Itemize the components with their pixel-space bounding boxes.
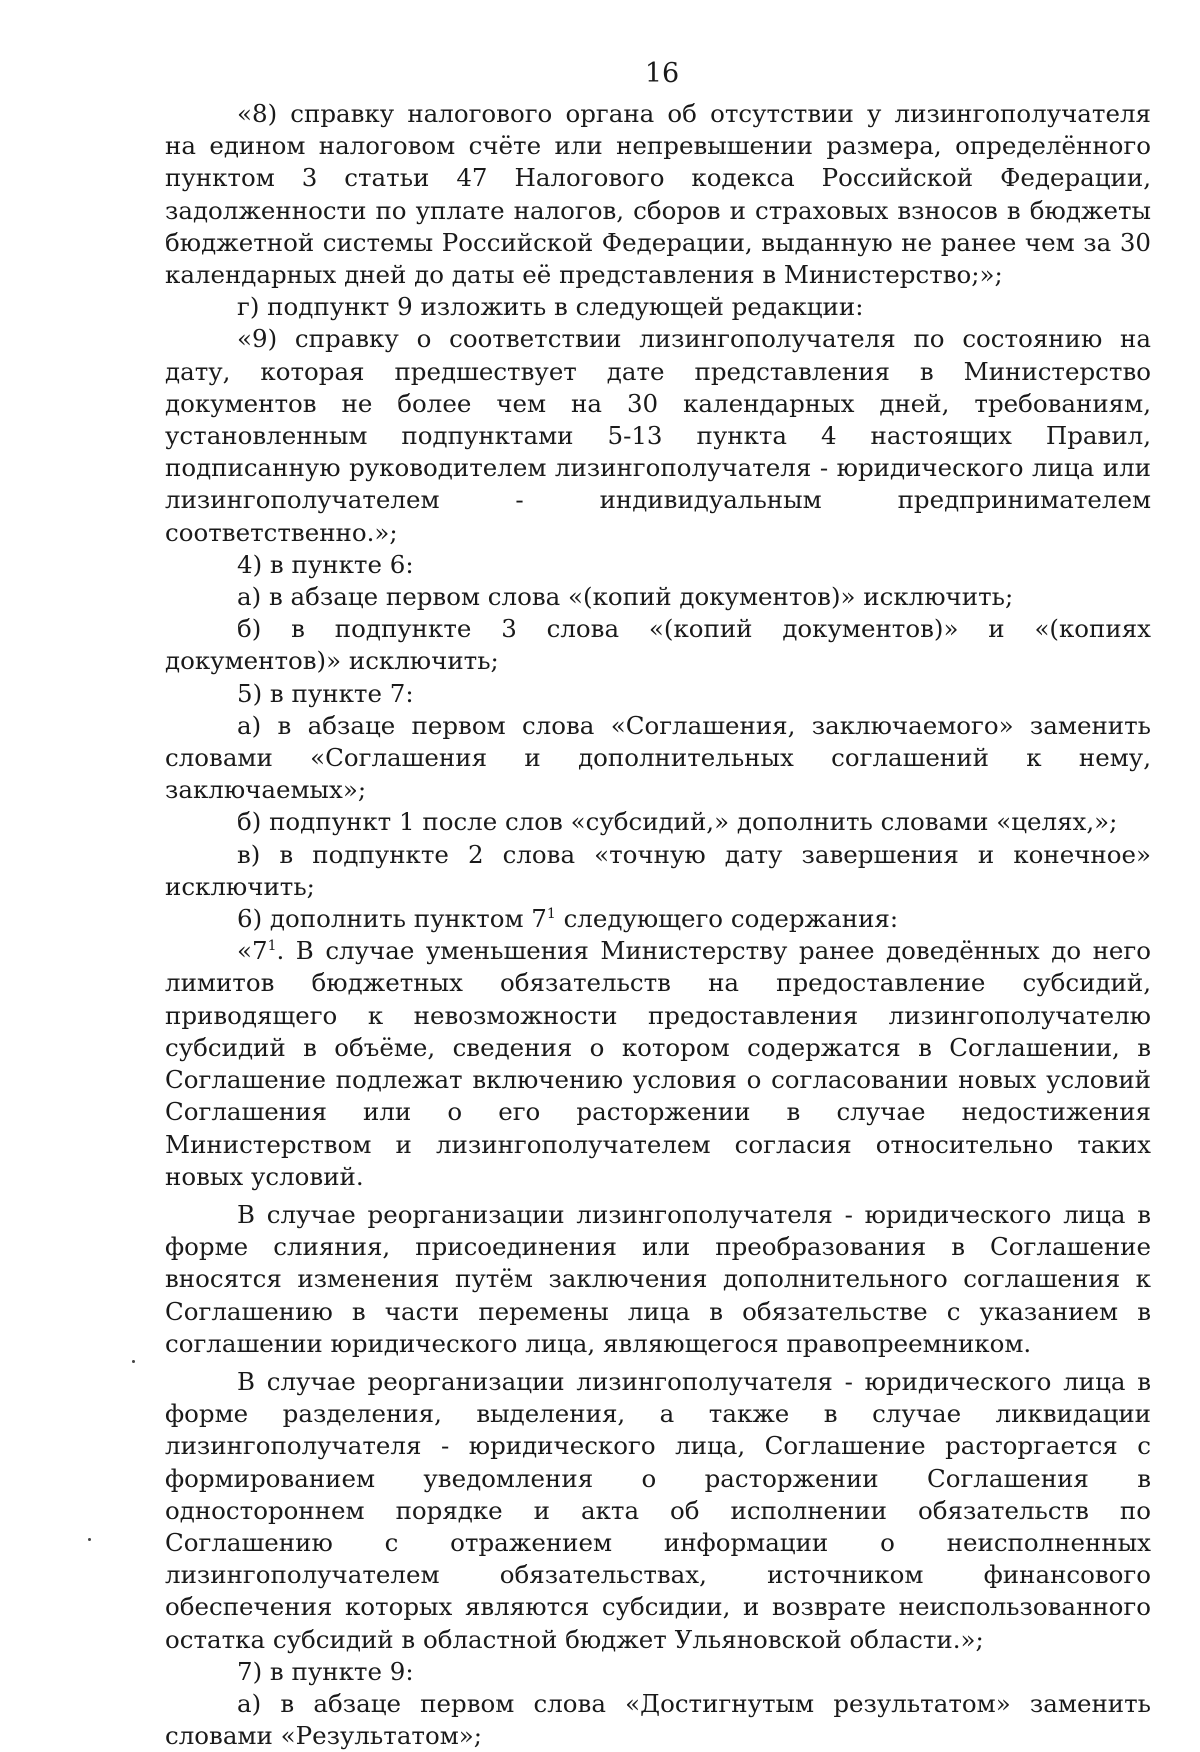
paragraph-item-5v: в) в подпункте 2 слова «точную дату завершения и конечное» исключить; [165,839,1151,901]
paragraph-item-6 [165,903,1151,935]
paragraph-subitem-8: «8) справку налогового органа об отсутствии у лизингополучателя на едином налоговом счёте или непревышении размера, определённого пунктом 3 статьи 47 Налогового кодекса Российской Федерации, задолженности по уплате налогов, сборов и страховых взносов в бюджеты бюджетной системы Российской Федерации, выданную не ранее чем за 30 календарных дней до даты её представления в Министерство;»; [165,99,1151,290]
point-7-1-text-before: «7 [237,936,268,966]
paragraph-item-4b: б) в подпункте 3 слова «(копий документов)» и «(копиях документов)» исключить; [165,614,1151,676]
paragraph-item-5: 5) в пункте 7: [237,678,414,708]
item-6-text-after: следующего содержания: [555,904,899,934]
paragraph-item-5a: а) в абзаце первом слова «Соглашения, заключаемого» заменить словами «Соглашения и дополнительных соглашений к нему, заключаемых»; [165,710,1151,805]
paragraph-point-7-1 [165,935,1151,1193]
scan-speck [88,1538,91,1541]
paragraph-reorganization-merger: В случае реорганизации лизингополучателя - юридического лица в форме слияния, присоединения или преобразования в Соглашение вносятся изменения путём заключения дополнительного соглашения к Соглашению в части перемены лица в обязательстве с указанием в соглашении юридического лица, являющегося правопреемником. [165,1199,1151,1358]
paragraph-item-7: 7) в пункте 9: [237,1656,414,1686]
paragraph-item-4a: а) в абзаце первом слова «(копий документов)» исключить; [237,582,1014,612]
page-number: 16 [644,58,680,89]
item-6-superscript: 1 [546,905,556,922]
paragraph-item-5b: б) подпункт 1 после слов «субсидий,» дополнить словами «целях,»; [237,807,1118,837]
paragraph-item-4: 4) в пункте 6: [237,549,414,579]
point-7-1-text-after: . В случае уменьшения Министерству ранее доведённых до него лимитов бюджетных обязательств на предоставление субсидий, приводящего к невозможности предоставления лизингополучателю субсидий в объёме, сведения о котором содержатся в Соглашении, в Соглашение подлежат включению условия о согласовании новых условий Соглашения или о его расторжении в случае недостижения Министерством и лизингополучателем согласия относительно таких новых условий. [165,936,1151,1191]
paragraph-item-g: г) подпункт 9 изложить в следующей редакции: [237,292,864,322]
scan-speck [132,1360,135,1363]
paragraph-subitem-9: «9) справку о соответствии лизингополучателя по состоянию на дату, которая предшествует дате представления в Министерство документов не более чем на 30 календарных дней, требованиям, установленным подпунктами 5-13 пункта 4 настоящих Правил, подписанную руководителем лизингополучателя - юридического лица или лизингополучателем - индивидуальным предпринимателем соответственно.»; [165,324,1151,547]
paragraph-item-7a: а) в абзаце первом слова «Достигнутым результатом» заменить словами «Результатом»; [165,1688,1151,1751]
paragraph-reorganization-division: В случае реорганизации лизингополучателя - юридического лица в форме разделения, выделения, а также в случае ликвидации лизингополучателя - юридического лица, Соглашение расторгается с формированием уведомления о расторжении Соглашения в одностороннем порядке и акта об исполнении обязательств по Соглашению с отражением информации о неисполненных лизингополучателем обязательствах, источником финансового обеспечения которых являются субсидии, и возврате неиспользованного остатка субсидий в областной бюджет Ульяновской области.»; [165,1366,1151,1654]
item-6-text-before: 6) дополнить пунктом 7 [237,904,547,934]
point-7-1-superscript: 1 [267,938,277,955]
